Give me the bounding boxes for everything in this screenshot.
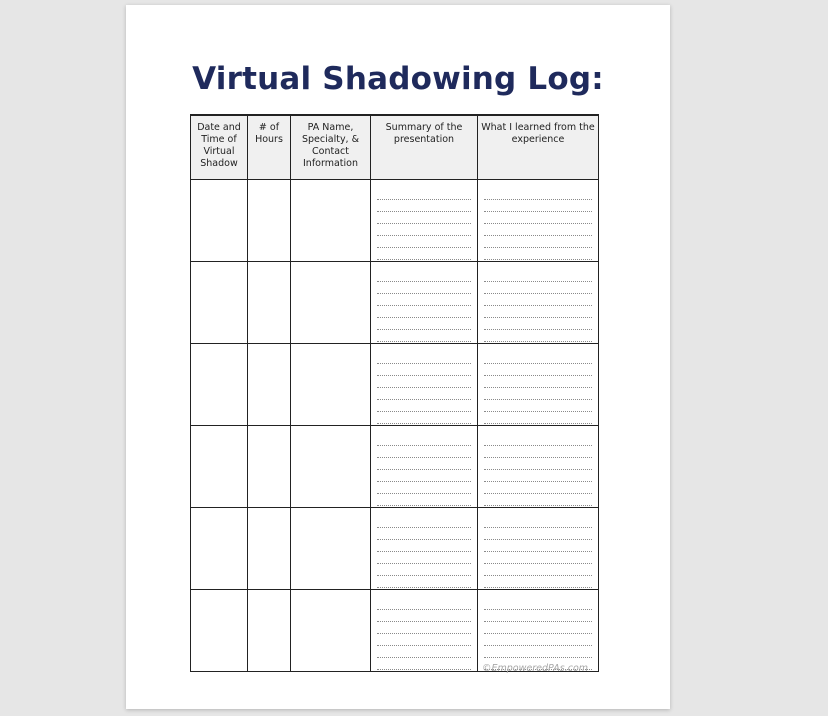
dotted-line: [484, 307, 592, 318]
table-row: [191, 590, 599, 672]
dotted-line: [484, 271, 592, 282]
table-row: [191, 262, 599, 344]
cell-learned: [478, 508, 599, 590]
cell-date-time: [191, 262, 248, 344]
dotted-line: [377, 389, 471, 400]
dotted-line: [484, 529, 592, 540]
dotted-writing-lines: [371, 508, 477, 588]
dotted-line: [377, 377, 471, 388]
dotted-line: [484, 565, 592, 576]
cell-learned: [478, 180, 599, 262]
cell-summary: [371, 590, 478, 672]
dotted-writing-lines: [478, 590, 598, 670]
copyright-footer: ©EmpoweredPAs.com: [482, 663, 589, 674]
cell-pa-info: [291, 590, 371, 672]
dotted-line: [377, 307, 471, 318]
dotted-line: [377, 553, 471, 564]
dotted-line: [377, 577, 471, 588]
dotted-line: [377, 611, 471, 622]
dotted-line: [377, 647, 471, 658]
cell-date-time: [191, 426, 248, 508]
cell-hours: [248, 508, 291, 590]
dotted-line: [484, 599, 592, 610]
dotted-line: [484, 201, 592, 212]
dotted-writing-lines: [371, 180, 477, 260]
cell-summary: [371, 180, 478, 262]
dotted-line: [377, 331, 471, 342]
dotted-line: [377, 659, 471, 670]
dotted-writing-lines: [371, 590, 477, 670]
dotted-line: [377, 565, 471, 576]
dotted-line: [377, 319, 471, 330]
cell-date-time: [191, 344, 248, 426]
dotted-line: [377, 459, 471, 470]
column-header-pa-info: PA Name, Specialty, & Contact Information: [291, 115, 371, 180]
dotted-writing-lines: [478, 344, 598, 424]
dotted-line: [484, 635, 592, 646]
dotted-line: [377, 599, 471, 610]
dotted-writing-lines: [478, 262, 598, 342]
dotted-line: [377, 237, 471, 248]
cell-learned: [478, 262, 599, 344]
dotted-line: [484, 295, 592, 306]
dotted-line: [484, 611, 592, 622]
dotted-writing-lines: [478, 508, 598, 588]
cell-summary: [371, 344, 478, 426]
dotted-writing-lines: [371, 262, 477, 342]
cell-summary: [371, 508, 478, 590]
dotted-line: [484, 577, 592, 588]
dotted-line: [484, 541, 592, 552]
dotted-line: [377, 225, 471, 236]
dotted-line: [484, 283, 592, 294]
dotted-line: [484, 495, 592, 506]
dotted-line: [377, 471, 471, 482]
dotted-line: [484, 389, 592, 400]
dotted-line: [377, 541, 471, 552]
dotted-writing-lines: [371, 344, 477, 424]
cell-pa-info: [291, 262, 371, 344]
dotted-line: [377, 201, 471, 212]
dotted-line: [484, 237, 592, 248]
dotted-line: [484, 447, 592, 458]
cell-hours: [248, 590, 291, 672]
table-row: [191, 180, 599, 262]
page-title: Virtual Shadowing Log:: [192, 61, 604, 97]
cell-hours: [248, 426, 291, 508]
dotted-line: [484, 647, 592, 658]
dotted-line: [377, 435, 471, 446]
column-header-hours: # of Hours: [248, 115, 291, 180]
dotted-line: [377, 401, 471, 412]
dotted-line: [484, 401, 592, 412]
dotted-writing-lines: [371, 426, 477, 506]
table-header-row: [191, 115, 599, 180]
dotted-line: [484, 483, 592, 494]
dotted-line: [377, 365, 471, 376]
table-body: [191, 180, 599, 672]
dotted-line: [484, 413, 592, 424]
dotted-line: [484, 189, 592, 200]
cell-pa-info: [291, 344, 371, 426]
cell-learned: [478, 426, 599, 508]
cell-hours: [248, 262, 291, 344]
dotted-line: [377, 249, 471, 260]
cell-date-time: [191, 508, 248, 590]
dotted-line: [377, 295, 471, 306]
dotted-line: [484, 623, 592, 634]
table-row: [191, 508, 599, 590]
dotted-line: [377, 635, 471, 646]
column-header-summary: Summary of the presentation: [371, 115, 478, 180]
dotted-line: [484, 249, 592, 260]
cell-hours: [248, 180, 291, 262]
dotted-line: [377, 495, 471, 506]
dotted-line: [484, 319, 592, 330]
dotted-line: [377, 283, 471, 294]
dotted-line: [484, 213, 592, 224]
dotted-line: [377, 189, 471, 200]
dotted-line: [484, 471, 592, 482]
cell-pa-info: [291, 180, 371, 262]
dotted-writing-lines: [478, 426, 598, 506]
dotted-line: [377, 213, 471, 224]
dotted-line: [484, 365, 592, 376]
dotted-line: [484, 353, 592, 364]
shadowing-log-table: [190, 114, 599, 672]
dotted-line: [377, 623, 471, 634]
cell-pa-info: [291, 508, 371, 590]
column-header-date-time: Date and Time of Virtual Shadow: [191, 115, 248, 180]
cell-summary: [371, 262, 478, 344]
cell-date-time: [191, 590, 248, 672]
document-page: [126, 5, 670, 709]
dotted-line: [377, 529, 471, 540]
dotted-line: [377, 447, 471, 458]
dotted-line: [377, 483, 471, 494]
table-row: [191, 344, 599, 426]
dotted-line: [484, 377, 592, 388]
table-row: [191, 426, 599, 508]
dotted-line: [377, 271, 471, 282]
dotted-line: [484, 517, 592, 528]
column-header-learned: What I learned from the experience: [478, 115, 599, 180]
dotted-line: [484, 459, 592, 470]
cell-date-time: [191, 180, 248, 262]
cell-hours: [248, 344, 291, 426]
cell-learned: [478, 590, 599, 672]
dotted-line: [484, 331, 592, 342]
dotted-line: [377, 517, 471, 528]
dotted-writing-lines: [478, 180, 598, 260]
dotted-line: [484, 435, 592, 446]
cell-learned: [478, 344, 599, 426]
cell-summary: [371, 426, 478, 508]
dotted-line: [377, 353, 471, 364]
cell-pa-info: [291, 426, 371, 508]
dotted-line: [484, 225, 592, 236]
dotted-line: [484, 553, 592, 564]
dotted-line: [377, 413, 471, 424]
